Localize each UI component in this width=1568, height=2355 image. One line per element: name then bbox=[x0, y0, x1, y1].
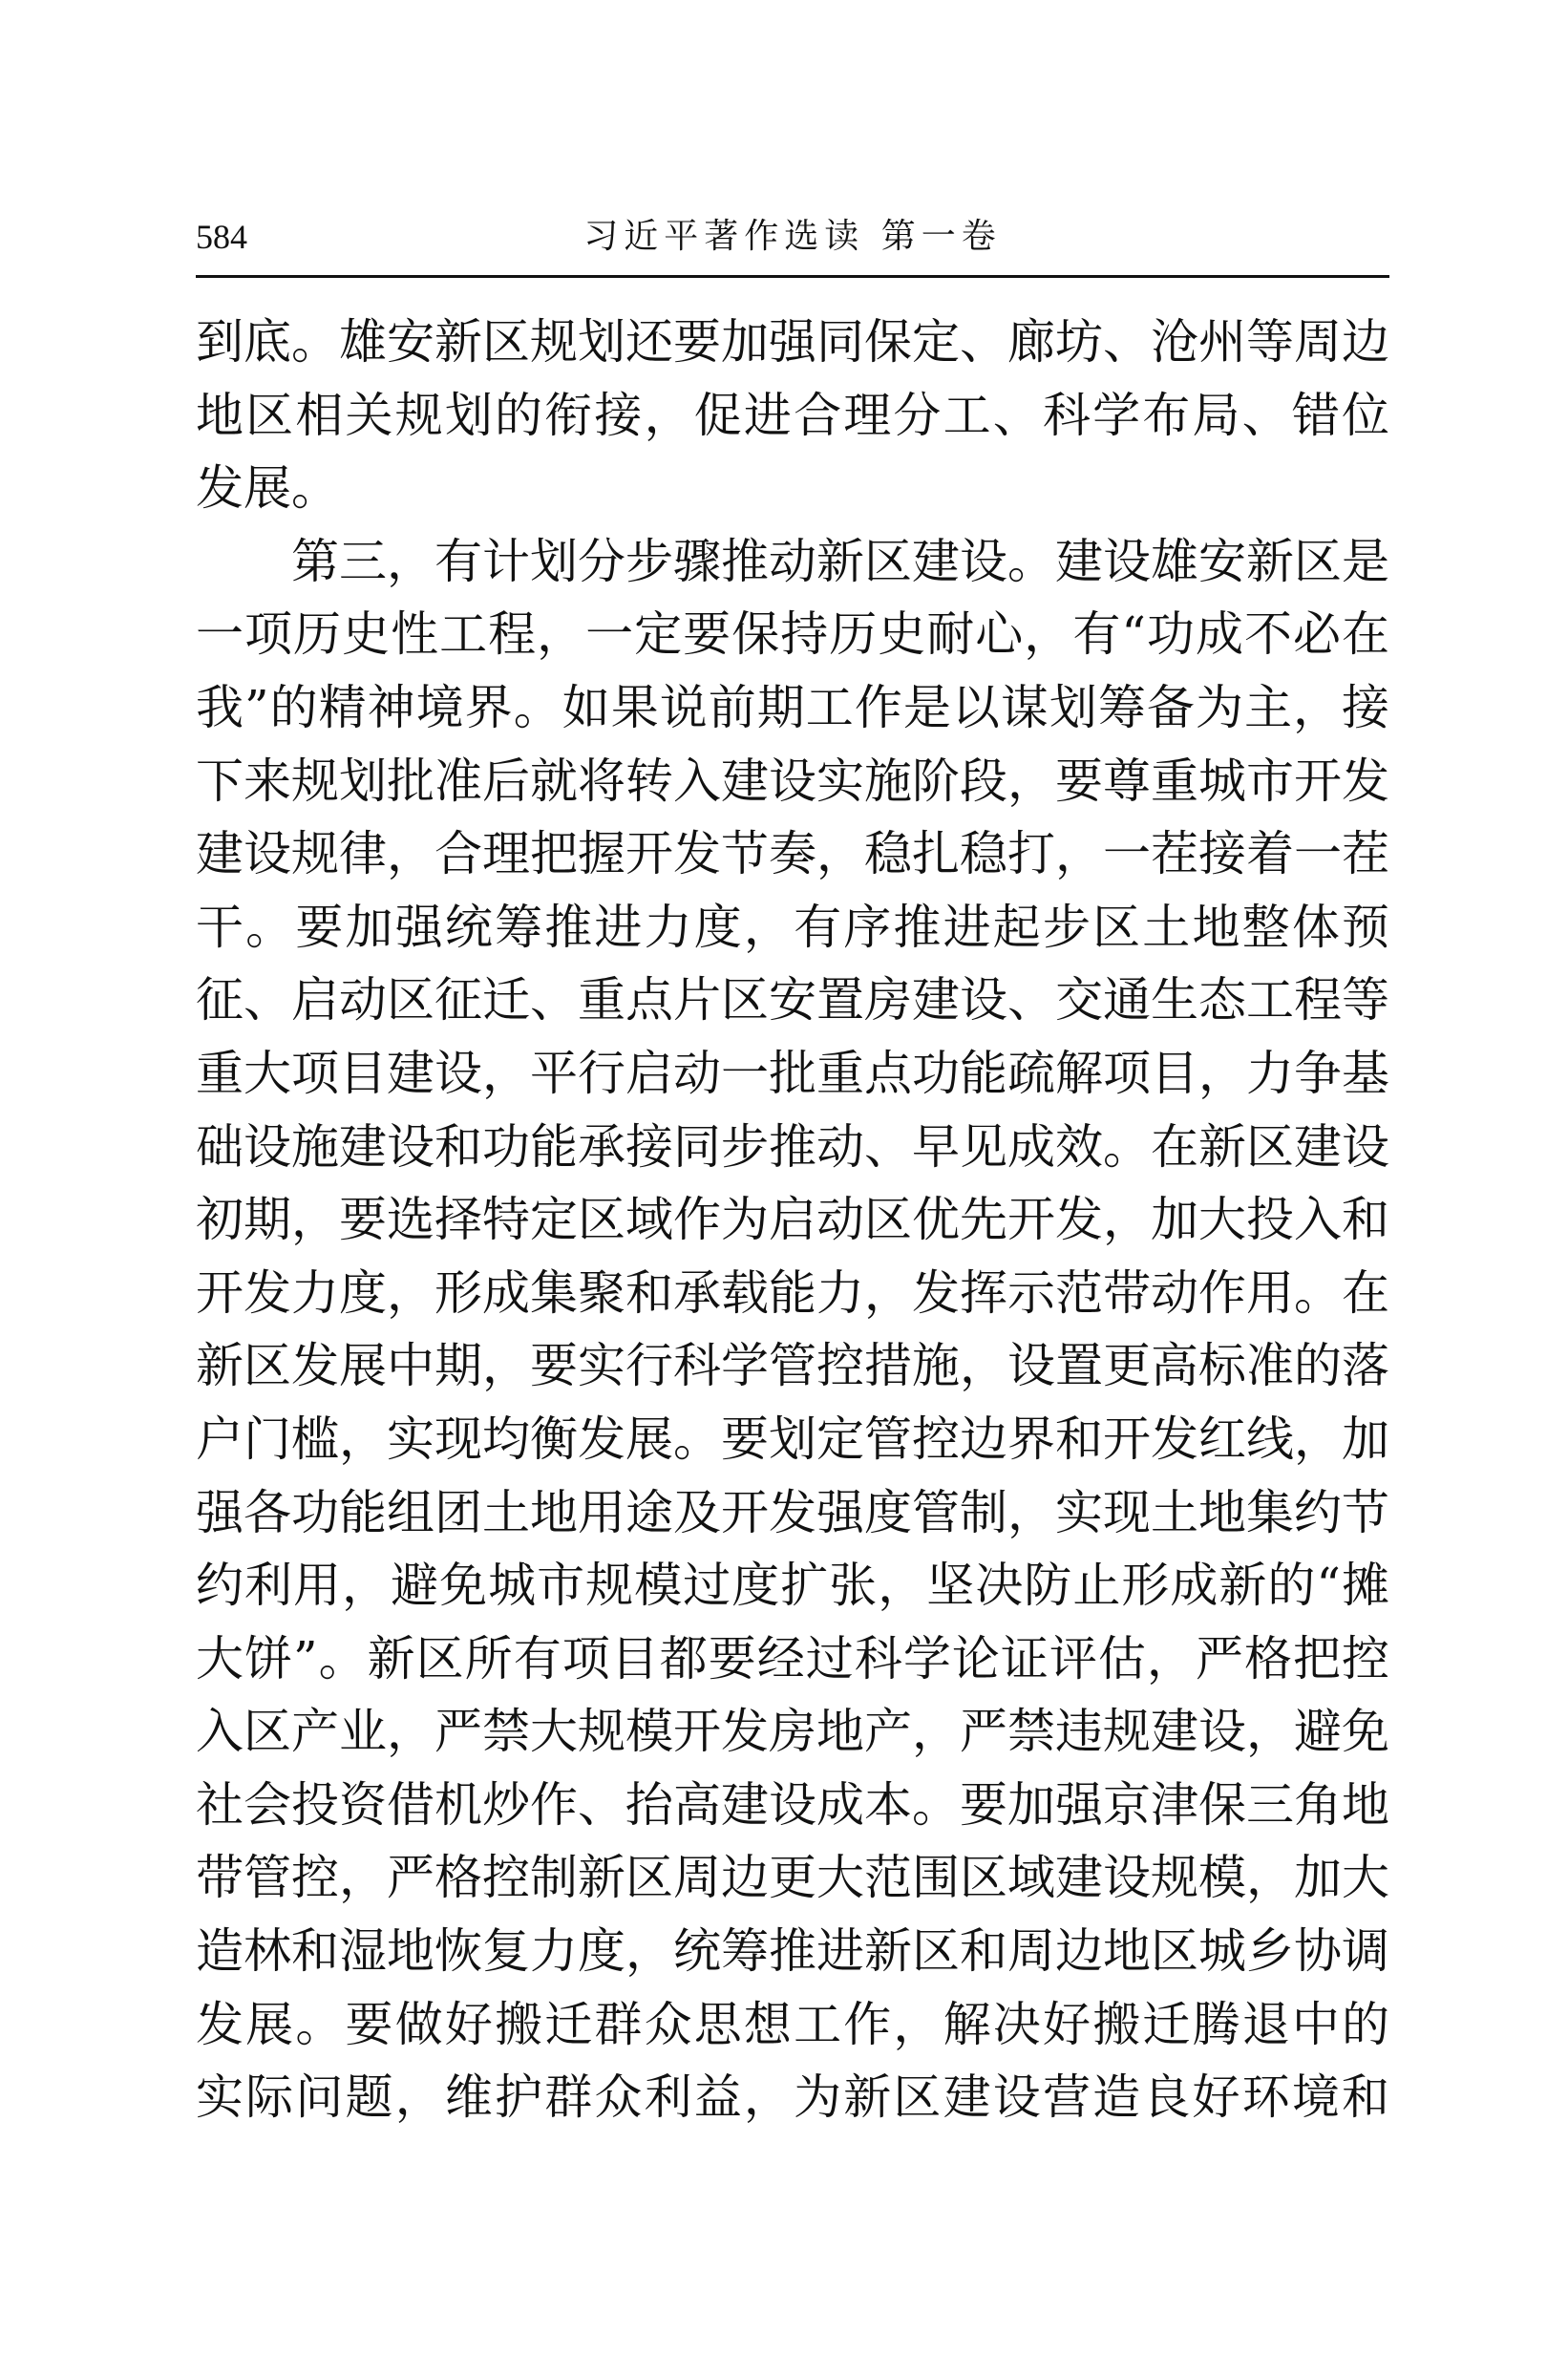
text-line: 开发力度，形成集聚和承载能力，发挥示范带动作用。在 bbox=[196, 1264, 1389, 1321]
text-line: 础设施建设和功能承接同步推动、早见成效。在新区建设 bbox=[196, 1118, 1389, 1175]
body-text bbox=[196, 306, 1389, 2134]
text-line: 到底。雄安新区规划还要加强同保定、廊坊、沧州等周边 bbox=[196, 314, 1389, 370]
page-header bbox=[196, 208, 1389, 265]
text-line: 实际问题，维护群众利益，为新区建设营造良好环境和 bbox=[196, 2069, 1389, 2126]
text-line: 带管控，严格控制新区周边更大范围区域建设规模，加大 bbox=[196, 1850, 1389, 1906]
text-line: 造林和湿地恢复力度，统筹推进新区和周边地区城乡协调 bbox=[196, 1923, 1389, 1980]
text-line: 发展。 bbox=[196, 460, 339, 517]
text-line: 新区发展中期，要实行科学管控措施，设置更高标准的落 bbox=[196, 1338, 1389, 1394]
running-title: 习近平著作选读 第一卷 bbox=[583, 217, 1002, 256]
text-line: 一项历史性工程，一定要保持历史耐心，有“功成不必在 bbox=[196, 606, 1389, 663]
text-line: 干。要加强统筹推进力度，有序推进起步区土地整体预 bbox=[196, 899, 1389, 955]
text-line: 下来规划批准后就将转入建设实施阶段，要尊重城市开发 bbox=[196, 753, 1389, 809]
text-line: 入区产业，严禁大规模开发房地产，严禁违规建设，避免 bbox=[196, 1704, 1389, 1760]
text-line: 初期，要选择特定区域作为启动区优先开发，加大投入和 bbox=[196, 1192, 1389, 1248]
text-line: 发展。要做好搬迁群众思想工作，解决好搬迁腾退中的 bbox=[196, 1996, 1389, 2052]
text-line: 户门槛，实现均衡发展。要划定管控边界和开发红线，加 bbox=[196, 1411, 1389, 1467]
text-line: 建设规律，合理把握开发节奏，稳扎稳打，一茬接着一茬 bbox=[196, 826, 1389, 882]
text-line: 重大项目建设，平行启动一批重点功能疏解项目，力争基 bbox=[196, 1045, 1389, 1101]
header-rule bbox=[196, 275, 1389, 278]
text-line: 我”的精神境界。如果说前期工作是以谋划筹备为主，接 bbox=[196, 679, 1389, 735]
text-line: 大饼”。新区所有项目都要经过科学论证评估，严格把控 bbox=[196, 1630, 1389, 1687]
text-line: 地区相关规划的衔接，促进合理分工、科学布局、错位 bbox=[196, 387, 1389, 443]
text-line: 强各功能组团土地用途及开发强度管制，实现土地集约节 bbox=[196, 1484, 1389, 1540]
text-line: 约利用，避免城市规模过度扩张，坚决防止形成新的“摊 bbox=[196, 1558, 1389, 1614]
page-number: 584 bbox=[196, 218, 247, 256]
text-line: 征、启动区征迁、重点片区安置房建设、交通生态工程等 bbox=[196, 972, 1389, 1029]
text-line: 第三，有计划分步骤推动新区建设。建设雄安新区是 bbox=[291, 533, 1389, 589]
text-line: 社会投资借机炒作、抬高建设成本。要加强京津保三角地 bbox=[196, 1776, 1389, 1833]
